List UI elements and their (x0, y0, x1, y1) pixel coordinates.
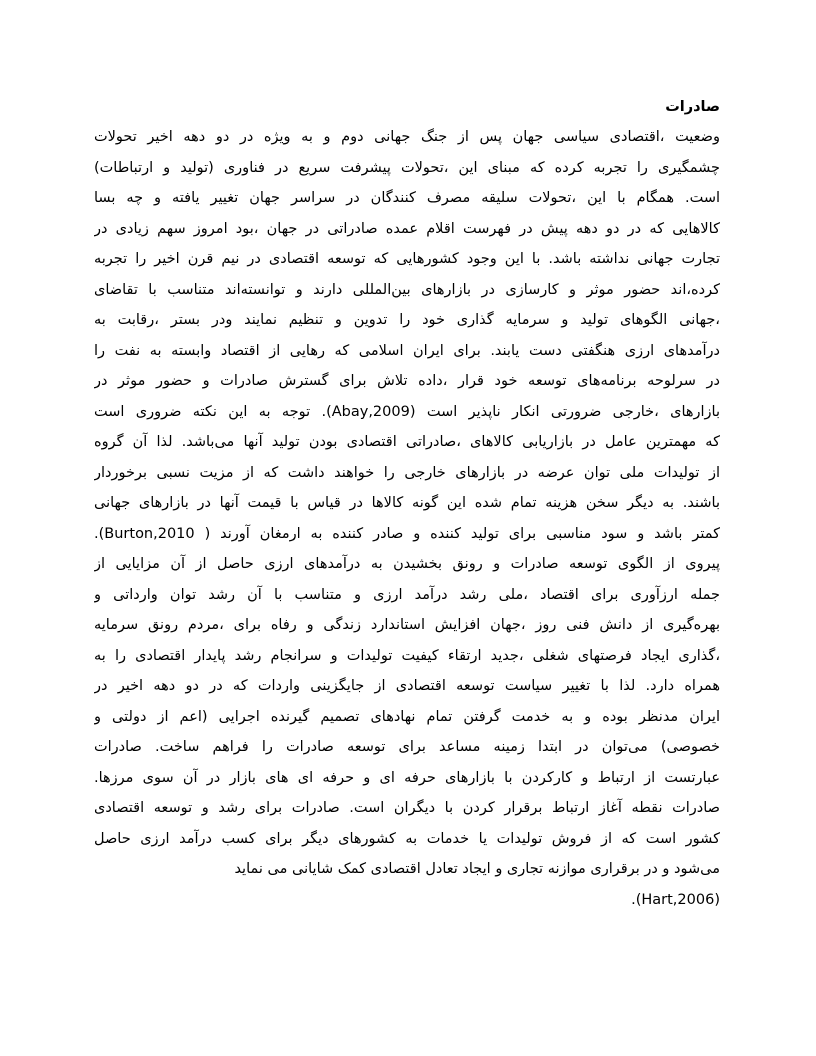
text-line: ،گذاری ایجاد فرصتهای شغلی ،جدید ارتقاء کیفیت تولیدات و سرانجام رشد پایدار اقتصادی را به (94, 647, 720, 664)
document-page (94, 92, 720, 915)
text-line: باشند. به دیگر سخن هزینه تمام شده این گونه کالاها در قیاس با قیمت آنها در بازارهای جهانی (94, 495, 720, 511)
text-line: از تولیدات ملی توان عرضه در بازارهای خارجی را خواهند داشت که از مزیت نسبی برخوردار (94, 464, 720, 481)
text-line: که مهمترین عامل در بازاریابی کالاهای ،صادراتی اقتصادی بودن تولید آنها می‌باشد. لذا آن گروه (94, 434, 720, 450)
text-line: درآمدهای ارزی هنگفتی دست یابند. برای ایران اسلامی که رهایی از اقتصاد وابسته به نفت را (94, 342, 720, 359)
text-line: ایران مدنظر بوده و به خدمت گرفتن تمام نهادهای تصمیم گیرنده اجرایی (اعم از دولتی و (94, 708, 720, 725)
text-line: بازارهای ،خارجی ضرورتی انکار ناپذیر است (Abay,2009). توجه به این نکته ضروری است (94, 403, 720, 420)
text-line: کمتر باشد و سود مناسبی برای تولید کننده و صادر کننده به ارمغان آورند ( Burton,2010). (94, 525, 720, 542)
text-line: می‌شود و در برقراری موازنه تجاری و ایجاد تعادل اقتصادی کمک شایانی می نماید (234, 861, 720, 877)
text-line: وضعیت ،اقتصادی سیاسی جهان پس از جنگ جهانی دوم و به ویژه در دو دهه اخیر تحولات (94, 129, 720, 145)
text-line: است. همگام با این ،تحولات سلیقه مصرف کنندگان در سراسر جهان تغییر یافته و چه بسا (94, 190, 720, 206)
text-line: چشمگیری را تجربه کرده که مبنای این ،تحولات پیشرفت سریع در فناوری (تولید و ارتباطات) (94, 159, 720, 176)
text-line: خصوصی) می‌توان در ابتدا زمینه مساعد برای توسعه صادرات را فراهم ساخت. صادرات (94, 739, 720, 755)
text-line: کشور است که از فروش تولیدات یا خدمات به کشورهای دیگر برای کسب درآمد ارزی حاصل (94, 830, 720, 847)
text-line: در سرلوحه برنامه‌های توسعه خود قرار ،داده تلاش برای گسترش صادرات و حضور موثر در (94, 373, 720, 389)
text-line: عبارتست از ارتباط و کارکردن با بازارهای حرفه ای و حرفه ای های بازار در آن سوی مرزها. (94, 769, 720, 786)
text-line: کالاهایی که در دو دهه پیش در فهرست اقلام عمده صادراتی در جهان ،بود امروز سهم زیادی در (94, 220, 720, 237)
text-line: جمله ارزآوری برای اقتصاد ،ملی رشد درآمد ارزی و متناسب با آن رشد توان وارداتی و (94, 586, 720, 603)
section-heading: صادرات (665, 99, 720, 115)
text-line: (Hart,2006). (631, 891, 720, 908)
text-line: همراه دارد. لذا با تغییر سیاست توسعه اقتصادی از جایگزینی واردات که در دو دهه اخیر در (94, 678, 720, 694)
text-line: تجارت جهانی نداشته باشد. با این وجود کشورهایی که توسعه اقتصادی در نیم قرن اخیر را تجربه (94, 251, 720, 267)
text-line: ،جهانی الگوهای تولید و سرمایه گذاری خود را تدوین و تنظیم نمایند ودر بستر ،رقابت به (94, 312, 720, 328)
text-line: پیروی از الگوی توسعه صادرات و رونق بخشیدن به درآمدهای ارزی حاصل از آن مزایایی از (94, 556, 720, 572)
text-line: کرده،اند حضور موثر و کارسازی در بازارهای بین‌المللی دارند و توانسته‌اند متناسب با تقاضای (94, 281, 720, 298)
text-line: بهره‌گیری از دانش فنی روز ،جهان افزایش استاندارد زندگی و رفاه برای ،مردم رونق سرمایه (94, 617, 720, 633)
body-paragraph (94, 122, 720, 915)
text-line: صادرات نقطه آغاز ارتباط برقرار کردن با دیگران است. صادرات برای رشد و توسعه اقتصادی (94, 800, 720, 816)
